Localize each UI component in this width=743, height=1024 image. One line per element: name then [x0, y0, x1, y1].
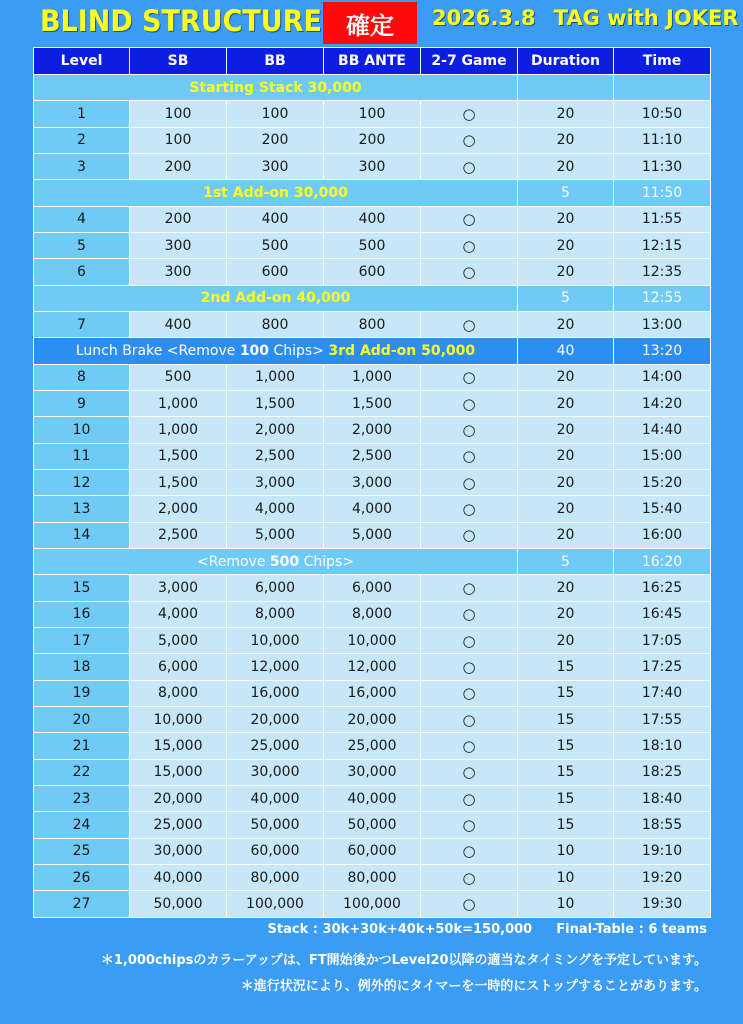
column-header-bb-ante: BB ANTE	[324, 48, 421, 75]
game-27-mark: ○	[421, 680, 518, 706]
level-cell: 19	[34, 680, 130, 706]
bb-cell: 1,000	[227, 364, 324, 390]
sb-cell: 20,000	[130, 785, 227, 811]
game-27-mark: ○	[421, 390, 518, 416]
sb-cell: 4,000	[130, 601, 227, 627]
color-up-label	[34, 548, 518, 574]
bb-cell: 1,500	[227, 390, 324, 416]
stack-info-row	[34, 285, 711, 311]
bb-ante-cell: 600	[324, 259, 421, 285]
lunch-break-suffix: Chips>	[269, 342, 324, 359]
game-27-mark: ○	[421, 759, 518, 785]
time-cell: 13:20	[614, 338, 711, 364]
header	[0, 0, 743, 46]
sb-cell: 30,000	[130, 838, 227, 864]
sb-cell: 10,000	[130, 706, 227, 732]
event-date: 2026.3.8	[432, 6, 536, 30]
duration-cell: 15	[518, 680, 614, 706]
color-up-row	[34, 548, 711, 574]
duration-cell: 10	[518, 864, 614, 890]
time-cell: 14:00	[614, 364, 711, 390]
time-cell	[614, 75, 711, 101]
sb-cell: 15,000	[130, 733, 227, 759]
duration-cell: 15	[518, 654, 614, 680]
duration-cell	[518, 75, 614, 101]
bb-cell: 50,000	[227, 812, 324, 838]
time-cell: 11:55	[614, 206, 711, 232]
sb-cell: 3,000	[130, 575, 227, 601]
sb-cell: 2,500	[130, 522, 227, 548]
game-27-mark: ○	[421, 469, 518, 495]
bb-ante-cell: 6,000	[324, 575, 421, 601]
level-row	[34, 259, 711, 285]
bb-cell: 40,000	[227, 785, 324, 811]
bb-cell: 100	[227, 101, 324, 127]
level-row	[34, 469, 711, 495]
level-row	[34, 838, 711, 864]
level-row	[34, 206, 711, 232]
level-row	[34, 733, 711, 759]
stack-summary: Stack : 30k+30k+40k+50k=150,000	[267, 922, 533, 937]
game-27-mark: ○	[421, 706, 518, 732]
time-cell: 15:40	[614, 496, 711, 522]
bb-cell: 16,000	[227, 680, 324, 706]
level-row	[34, 601, 711, 627]
level-row	[34, 522, 711, 548]
duration-cell: 5	[518, 548, 614, 574]
level-row	[34, 390, 711, 416]
bb-cell: 20,000	[227, 706, 324, 732]
game-27-mark: ○	[421, 627, 518, 653]
game-27-mark: ○	[421, 496, 518, 522]
time-cell: 18:40	[614, 785, 711, 811]
bb-ante-cell: 200	[324, 127, 421, 153]
level-cell: 7	[34, 311, 130, 337]
level-cell: 15	[34, 575, 130, 601]
level-cell: 21	[34, 733, 130, 759]
stack-info-label: 2nd Add-on 40,000	[34, 285, 518, 311]
time-cell: 15:20	[614, 469, 711, 495]
level-cell: 4	[34, 206, 130, 232]
bb-cell: 60,000	[227, 838, 324, 864]
level-cell: 23	[34, 785, 130, 811]
bb-cell: 25,000	[227, 733, 324, 759]
bb-cell: 100,000	[227, 891, 324, 917]
time-cell: 12:55	[614, 285, 711, 311]
duration-cell: 20	[518, 311, 614, 337]
bb-ante-cell: 80,000	[324, 864, 421, 890]
duration-cell: 15	[518, 812, 614, 838]
timer-note: ＊進行状況により、例外的にタイマーを一時的にストップすることがあります。	[240, 979, 707, 994]
sb-cell: 300	[130, 232, 227, 258]
stack-info-label: 1st Add-on 30,000	[34, 180, 518, 206]
level-cell: 22	[34, 759, 130, 785]
game-27-mark: ○	[421, 654, 518, 680]
bb-ante-cell: 10,000	[324, 627, 421, 653]
level-cell: 26	[34, 864, 130, 890]
level-cell: 11	[34, 443, 130, 469]
level-cell: 17	[34, 627, 130, 653]
bb-cell: 6,000	[227, 575, 324, 601]
level-row	[34, 364, 711, 390]
duration-cell: 20	[518, 417, 614, 443]
time-cell: 19:10	[614, 838, 711, 864]
time-cell: 13:00	[614, 311, 711, 337]
bb-ante-cell: 100,000	[324, 891, 421, 917]
color-up-note: ＊1,000chipsのカラーアップは、FT開始後かつLevel20以降の適当なタイミングを予定しています。	[100, 953, 707, 968]
bb-cell: 800	[227, 311, 324, 337]
game-27-mark: ○	[421, 311, 518, 337]
level-row	[34, 654, 711, 680]
time-cell: 12:15	[614, 232, 711, 258]
game-27-mark: ○	[421, 838, 518, 864]
level-cell: 8	[34, 364, 130, 390]
remove-prefix: <Remove	[196, 553, 270, 570]
level-cell: 27	[34, 891, 130, 917]
sb-cell: 200	[130, 206, 227, 232]
sb-cell: 1,500	[130, 469, 227, 495]
duration-cell: 40	[518, 338, 614, 364]
column-header-27-game: 2-7 Game	[421, 48, 518, 75]
sb-cell: 50,000	[130, 891, 227, 917]
stack-info-row	[34, 180, 711, 206]
bb-ante-cell: 20,000	[324, 706, 421, 732]
bb-cell: 400	[227, 206, 324, 232]
game-27-mark: ○	[421, 575, 518, 601]
duration-cell: 20	[518, 496, 614, 522]
bb-ante-cell: 2,500	[324, 443, 421, 469]
level-row	[34, 127, 711, 153]
level-row	[34, 496, 711, 522]
bb-cell: 10,000	[227, 627, 324, 653]
level-cell: 1	[34, 101, 130, 127]
duration-cell: 20	[518, 206, 614, 232]
level-cell: 9	[34, 390, 130, 416]
column-header-sb: SB	[130, 48, 227, 75]
sb-cell: 5,000	[130, 627, 227, 653]
bb-ante-cell: 100	[324, 101, 421, 127]
game-27-mark: ○	[421, 785, 518, 811]
game-27-mark: ○	[421, 891, 518, 917]
time-cell: 17:40	[614, 680, 711, 706]
remove-chip-value: 100	[239, 342, 270, 359]
page-title: BLIND STRUCTURE	[40, 4, 322, 38]
level-cell: 14	[34, 522, 130, 548]
level-row	[34, 311, 711, 337]
duration-cell: 15	[518, 759, 614, 785]
time-cell: 18:25	[614, 759, 711, 785]
time-cell: 12:35	[614, 259, 711, 285]
lunch-break-prefix: Lunch Brake <Remove	[75, 342, 240, 359]
third-addon-label: 3rd Add-on 50,000	[328, 342, 476, 359]
bb-ante-cell: 50,000	[324, 812, 421, 838]
blind-table	[33, 47, 711, 918]
sb-cell: 6,000	[130, 654, 227, 680]
bb-ante-cell: 8,000	[324, 601, 421, 627]
duration-cell: 20	[518, 627, 614, 653]
level-row	[34, 575, 711, 601]
bb-ante-cell: 4,000	[324, 496, 421, 522]
bb-cell: 30,000	[227, 759, 324, 785]
bb-cell: 8,000	[227, 601, 324, 627]
game-27-mark: ○	[421, 127, 518, 153]
bb-ante-cell: 2,000	[324, 417, 421, 443]
event-name: TAG with JOKER	[553, 6, 739, 30]
bb-cell: 200	[227, 127, 324, 153]
duration-cell: 15	[518, 733, 614, 759]
time-cell: 11:50	[614, 180, 711, 206]
bb-ante-cell: 16,000	[324, 680, 421, 706]
game-27-mark: ○	[421, 601, 518, 627]
duration-cell: 15	[518, 706, 614, 732]
duration-cell: 20	[518, 101, 614, 127]
bb-cell: 80,000	[227, 864, 324, 890]
bb-cell: 4,000	[227, 496, 324, 522]
time-cell: 18:10	[614, 733, 711, 759]
column-header-time: Time	[614, 48, 711, 75]
bb-cell: 2,000	[227, 417, 324, 443]
sb-cell: 15,000	[130, 759, 227, 785]
column-header-duration: Duration	[518, 48, 614, 75]
remove-chip-value: 500	[269, 553, 300, 570]
bb-ante-cell: 500	[324, 232, 421, 258]
game-27-mark: ○	[421, 153, 518, 179]
time-cell: 11:30	[614, 153, 711, 179]
time-cell: 14:20	[614, 390, 711, 416]
level-row	[34, 864, 711, 890]
sb-cell: 100	[130, 127, 227, 153]
bb-cell: 500	[227, 232, 324, 258]
game-27-mark: ○	[421, 206, 518, 232]
sb-cell: 400	[130, 311, 227, 337]
level-row	[34, 232, 711, 258]
bb-ante-cell: 60,000	[324, 838, 421, 864]
level-row	[34, 153, 711, 179]
stack-info-label: Starting Stack 30,000	[34, 75, 518, 101]
bb-ante-cell: 30,000	[324, 759, 421, 785]
time-cell: 16:00	[614, 522, 711, 548]
game-27-mark: ○	[421, 101, 518, 127]
level-cell: 13	[34, 496, 130, 522]
time-cell: 19:30	[614, 891, 711, 917]
column-header-bb: BB	[227, 48, 324, 75]
duration-cell: 10	[518, 838, 614, 864]
table-body	[34, 75, 711, 918]
sb-cell: 200	[130, 153, 227, 179]
sb-cell: 500	[130, 364, 227, 390]
time-cell: 17:25	[614, 654, 711, 680]
time-cell: 17:05	[614, 627, 711, 653]
game-27-mark: ○	[421, 733, 518, 759]
level-cell: 6	[34, 259, 130, 285]
level-row	[34, 812, 711, 838]
duration-cell: 20	[518, 390, 614, 416]
level-cell: 18	[34, 654, 130, 680]
duration-cell: 20	[518, 575, 614, 601]
level-row	[34, 706, 711, 732]
sb-cell: 300	[130, 259, 227, 285]
confirmed-badge: 確定	[323, 2, 417, 44]
time-cell: 18:55	[614, 812, 711, 838]
sb-cell: 1,500	[130, 443, 227, 469]
level-cell: 25	[34, 838, 130, 864]
level-row	[34, 443, 711, 469]
bb-ante-cell: 1,500	[324, 390, 421, 416]
level-row	[34, 891, 711, 917]
bb-ante-cell: 300	[324, 153, 421, 179]
duration-cell: 20	[518, 153, 614, 179]
level-row	[34, 759, 711, 785]
game-27-mark: ○	[421, 443, 518, 469]
duration-cell: 20	[518, 522, 614, 548]
bb-ante-cell: 1,000	[324, 364, 421, 390]
game-27-mark: ○	[421, 232, 518, 258]
column-header-level: Level	[34, 48, 130, 75]
stack-info-row	[34, 75, 711, 101]
level-row	[34, 785, 711, 811]
remove-suffix: Chips>	[299, 553, 355, 570]
level-cell: 3	[34, 153, 130, 179]
bb-ante-cell: 12,000	[324, 654, 421, 680]
lunch-break-label	[34, 338, 518, 364]
time-cell: 14:40	[614, 417, 711, 443]
sb-cell: 25,000	[130, 812, 227, 838]
bb-cell: 12,000	[227, 654, 324, 680]
sb-cell: 1,000	[130, 417, 227, 443]
level-row	[34, 101, 711, 127]
time-cell: 17:55	[614, 706, 711, 732]
level-row	[34, 680, 711, 706]
level-cell: 16	[34, 601, 130, 627]
sb-cell: 2,000	[130, 496, 227, 522]
bb-ante-cell: 40,000	[324, 785, 421, 811]
duration-cell: 5	[518, 285, 614, 311]
duration-cell: 20	[518, 443, 614, 469]
time-cell: 10:50	[614, 101, 711, 127]
duration-cell: 20	[518, 127, 614, 153]
duration-cell: 20	[518, 232, 614, 258]
bb-ante-cell: 5,000	[324, 522, 421, 548]
duration-cell: 15	[518, 785, 614, 811]
level-cell: 10	[34, 417, 130, 443]
game-27-mark: ○	[421, 864, 518, 890]
game-27-mark: ○	[421, 812, 518, 838]
duration-cell: 5	[518, 180, 614, 206]
time-cell: 11:10	[614, 127, 711, 153]
game-27-mark: ○	[421, 522, 518, 548]
duration-cell: 10	[518, 891, 614, 917]
bb-ante-cell: 400	[324, 206, 421, 232]
duration-cell: 20	[518, 259, 614, 285]
level-cell: 12	[34, 469, 130, 495]
duration-cell: 20	[518, 364, 614, 390]
bb-cell: 5,000	[227, 522, 324, 548]
duration-cell: 20	[518, 469, 614, 495]
level-cell: 24	[34, 812, 130, 838]
game-27-mark: ○	[421, 259, 518, 285]
duration-cell: 20	[518, 601, 614, 627]
bb-cell: 2,500	[227, 443, 324, 469]
stack-summary-line	[268, 922, 707, 937]
sb-cell: 40,000	[130, 864, 227, 890]
level-cell: 5	[34, 232, 130, 258]
sb-cell: 100	[130, 101, 227, 127]
game-27-mark: ○	[421, 364, 518, 390]
level-row	[34, 417, 711, 443]
time-cell: 15:00	[614, 443, 711, 469]
bb-cell: 3,000	[227, 469, 324, 495]
time-cell: 16:25	[614, 575, 711, 601]
time-cell: 19:20	[614, 864, 711, 890]
sb-cell: 1,000	[130, 390, 227, 416]
event-info	[432, 6, 739, 30]
sb-cell: 8,000	[130, 680, 227, 706]
lunch-break-row	[34, 338, 711, 364]
time-cell: 16:45	[614, 601, 711, 627]
level-cell: 20	[34, 706, 130, 732]
level-cell: 2	[34, 127, 130, 153]
bb-ante-cell: 3,000	[324, 469, 421, 495]
time-cell: 16:20	[614, 548, 711, 574]
level-row	[34, 627, 711, 653]
final-table-info: Final-Table : 6 teams	[556, 922, 707, 937]
bb-cell: 600	[227, 259, 324, 285]
game-27-mark: ○	[421, 417, 518, 443]
table-header-row	[34, 48, 711, 75]
bb-ante-cell: 800	[324, 311, 421, 337]
bb-ante-cell: 25,000	[324, 733, 421, 759]
bb-cell: 300	[227, 153, 324, 179]
